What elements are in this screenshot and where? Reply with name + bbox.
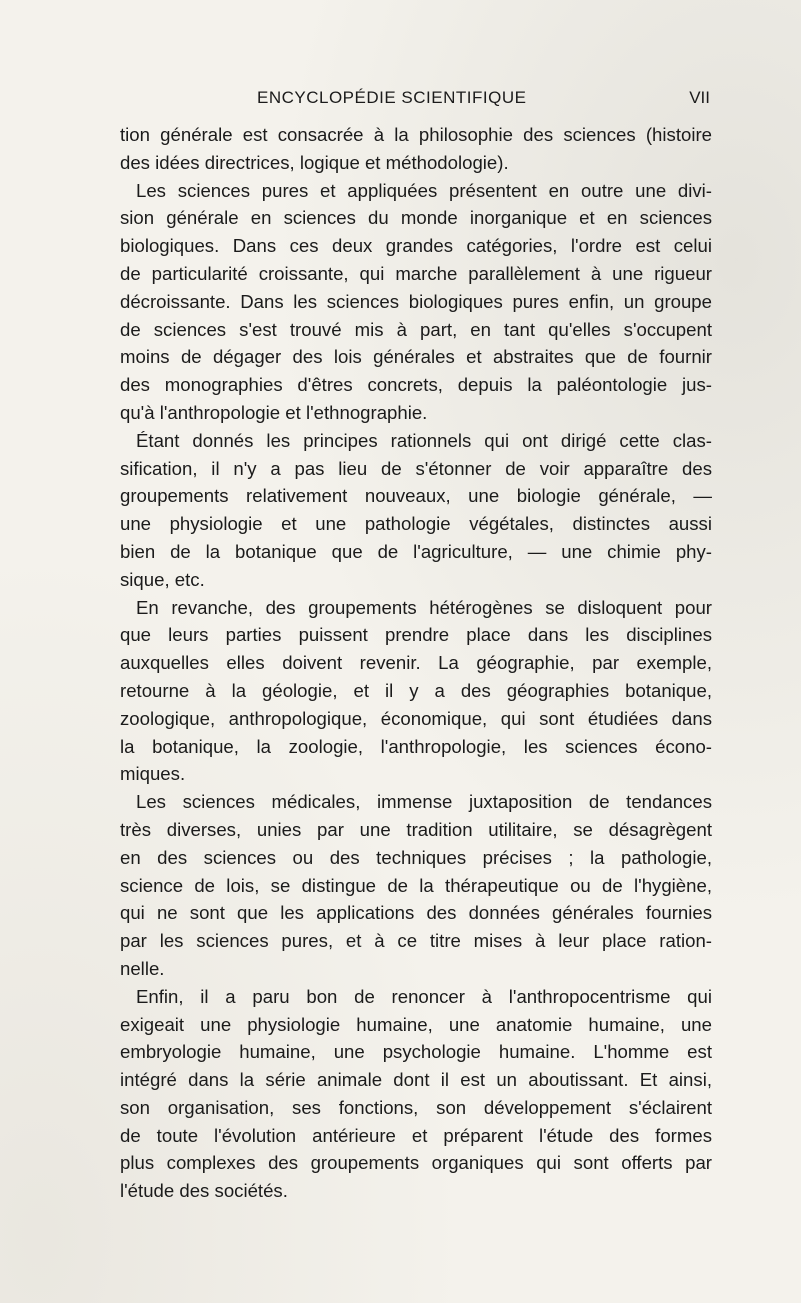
text-line: une physiologie et une pathologie végétales, distinctes aussi <box>120 513 712 535</box>
text-line: miques. <box>120 763 186 785</box>
text-line: embryologie humaine, une psychologie humaine. L'homme est <box>120 1041 712 1063</box>
text-line: sique, etc. <box>120 568 205 590</box>
text-line: Étant donnés les principes rationnels qui ont dirigé cette clas- <box>136 429 712 451</box>
text-line: des idées directrices, logique et méthodologie). <box>120 151 509 173</box>
text-line: Les sciences pures et appliquées présentent en outre une divi- <box>136 179 712 201</box>
text-line: plus complexes des groupements organiques qui sont offerts par <box>120 1152 712 1174</box>
page-number: VII <box>689 88 710 107</box>
text-line: en des sciences ou des techniques précises ; la pathologie, <box>120 846 712 868</box>
text-line: tion générale est consacrée à la philosophie des sciences (histoire <box>120 124 712 145</box>
text-line: intégré dans la série animale dont il est un aboutissant. Et ainsi, <box>120 1069 712 1091</box>
text-line: groupements relativement nouveaux, une biologie générale, — <box>120 485 712 507</box>
text-line: En revanche, des groupements hétérogènes se disloquent pour <box>136 596 712 618</box>
text-line: très diverses, unies par une tradition utilitaire, se désagrègent <box>120 818 712 840</box>
text-line: zoologique, anthropologique, économique, qui sont étudiées dans <box>120 707 712 729</box>
body-text <box>120 121 712 1205</box>
text-line: moins de dégager des lois générales et abstraites que de fournir <box>120 346 712 368</box>
text-line: par les sciences pures, et à ce titre mises à leur place ration- <box>120 930 712 952</box>
text-line: la botanique, la zoologie, l'anthropologie, les sciences écono- <box>120 735 712 757</box>
text-line: sification, il n'y a pas lieu de s'étonner de voir apparaître des <box>120 457 712 479</box>
text-line: bien de la botanique que de l'agriculture, — une chimie phy- <box>120 540 712 562</box>
text-line: retourne à la géologie, et il y a des géographies botanique, <box>120 679 712 701</box>
text-line: sion générale en sciences du monde inorganique et en sciences <box>120 207 712 229</box>
text-line: Les sciences médicales, immense juxtaposition de tendances <box>136 791 712 813</box>
running-header <box>120 88 710 114</box>
text-line: que leurs parties puissent prendre place dans les disciplines <box>120 624 712 646</box>
text-line: décroissante. Dans les sciences biologiques pures enfin, un groupe <box>120 290 712 312</box>
text-line: des monographies d'êtres concrets, depuis la paléontologie jus- <box>120 374 712 396</box>
text-line: nelle. <box>120 957 165 979</box>
text-line: l'étude des sociétés. <box>120 1180 288 1202</box>
text-line: qui ne sont que les applications des données générales fournies <box>120 902 712 924</box>
text-line: de particularité croissante, qui marche parallèlement à une rigueur <box>120 262 712 284</box>
text-line: qu'à l'anthropologie et l'ethnographie. <box>120 401 428 423</box>
text-line: exigeait une physiologie humaine, une anatomie humaine, une <box>120 1013 712 1035</box>
header-title: ENCYCLOPÉDIE SCIENTIFIQUE <box>257 88 527 107</box>
text-line: de sciences s'est trouvé mis à part, en tant qu'elles s'occupent <box>120 318 712 340</box>
text-line: biologiques. Dans ces deux grandes catégories, l'ordre est celui <box>120 235 712 257</box>
text-line: science de lois, se distingue de la thérapeutique ou de l'hygiène, <box>120 874 712 896</box>
text-line: auxquelles elles doivent revenir. La géographie, par exemple, <box>120 652 712 674</box>
text-line: de toute l'évolution antérieure et préparent l'étude des formes <box>120 1124 712 1146</box>
text-line: son organisation, ses fonctions, son développement s'éclairent <box>120 1096 712 1118</box>
text-line: Enfin, il a paru bon de renoncer à l'anthropocentrisme qui <box>136 985 712 1007</box>
